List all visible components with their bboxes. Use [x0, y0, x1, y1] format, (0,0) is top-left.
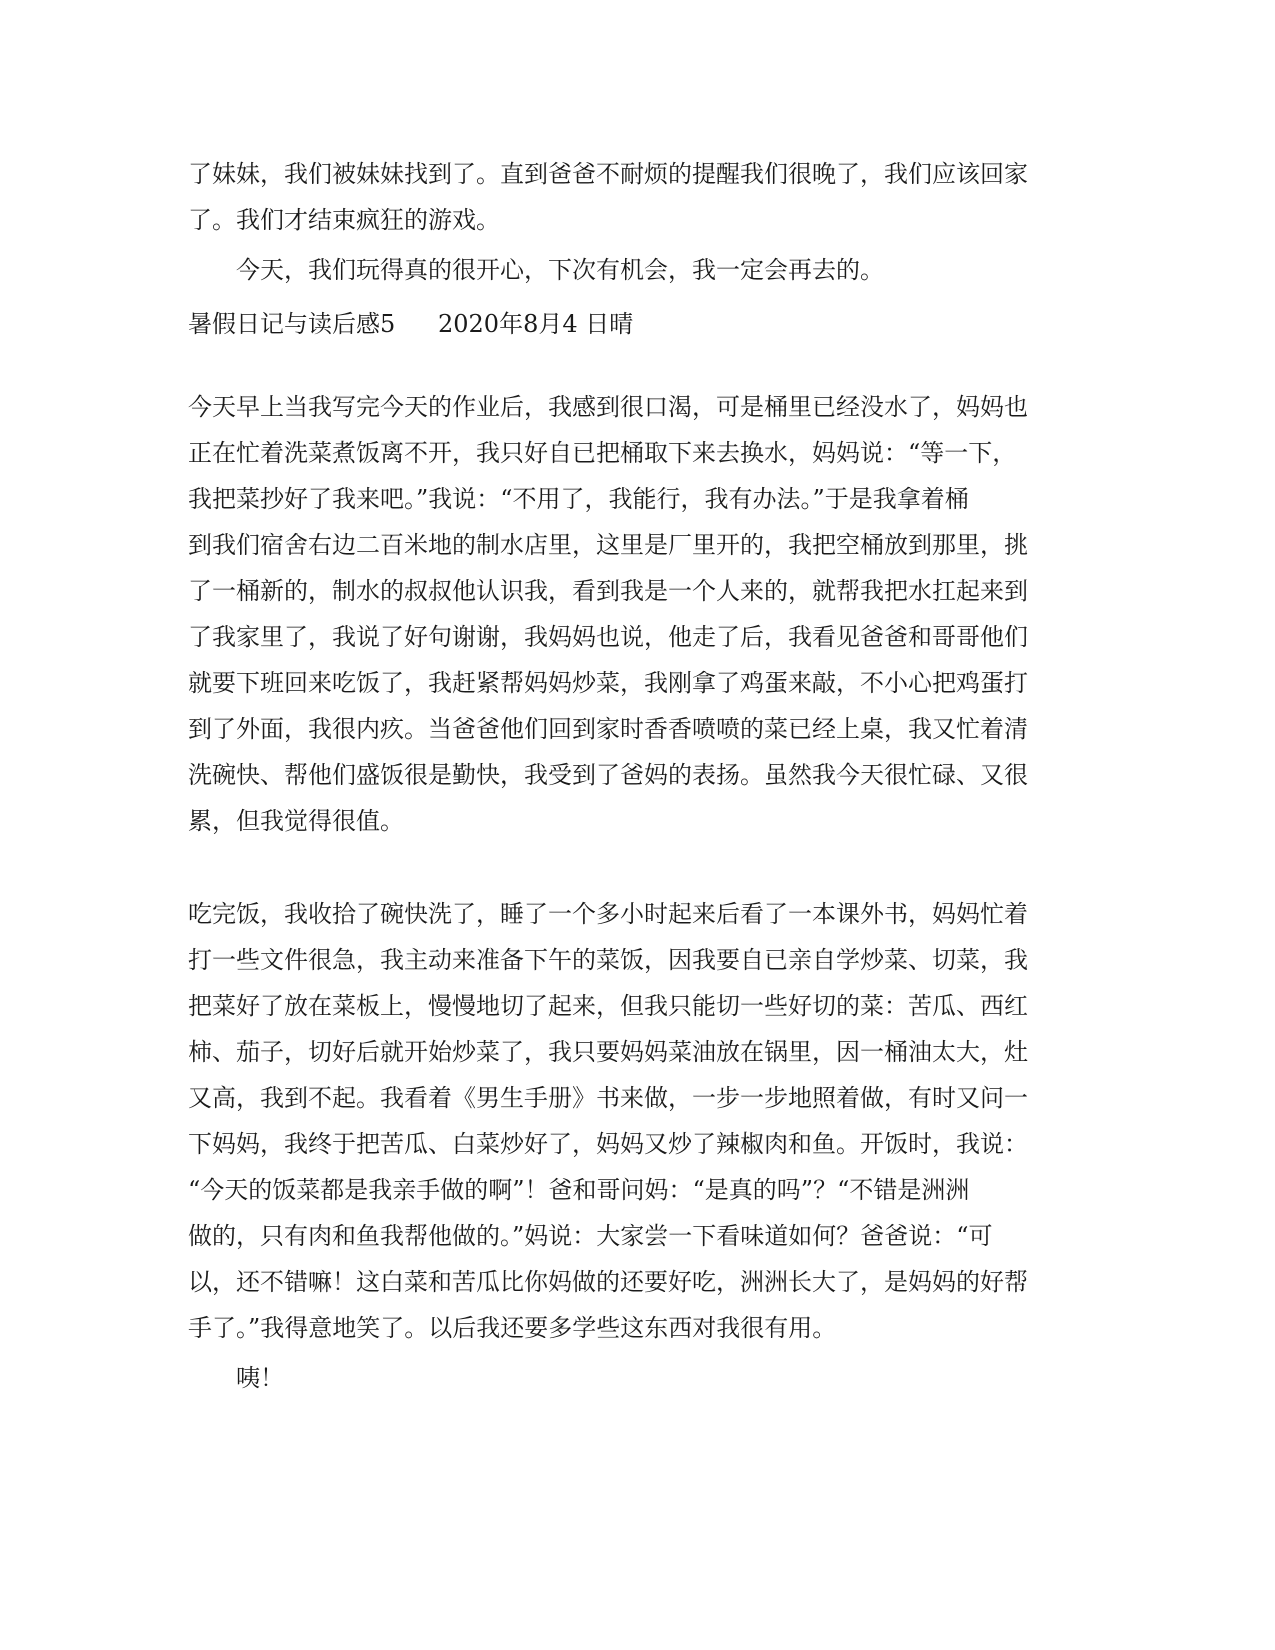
paragraph-1-line: 了一桶新的，制水的叔叔他认识我，看到我是一个人来的，就帮我把水扛起来到 — [188, 577, 1028, 605]
paragraph-1-line: 就要下班回来吃饭了，我赶紧帮妈妈炒菜，我刚拿了鸡蛋来敲，不小心把鸡蛋打 — [188, 669, 1028, 697]
continuation-line-1: 了妹妹，我们被妹妹找到了。直到爸爸不耐烦的提醒我们很晚了，我们应该回家 — [188, 160, 1028, 188]
paragraph-2-line: “今天的饭菜都是我亲手做的啊”！爸和哥问妈：“是真的吗”？“不错是洲洲 — [188, 1176, 970, 1204]
paragraph-1-line: 今天早上当我写完今天的作业后，我感到很口渴，可是桶里已经没水了，妈妈也 — [188, 393, 1028, 421]
closing-paragraph: 今天，我们玩得真的很开心，下次有机会，我一定会再去的。 — [236, 256, 884, 284]
paragraph-2-line: 以，还不错嘛！这白菜和苦瓜比你妈做的还要好吃，洲洲长大了，是妈妈的好帮 — [188, 1268, 1028, 1296]
paragraph-2-line: 打一些文件很急，我主动来准备下午的菜饭，因我要自已亲自学炒菜、切菜，我 — [188, 946, 1028, 974]
paragraph-1-line: 洗碗快、帮他们盛饭很是勤快，我受到了爸妈的表扬。虽然我今天很忙碌、又很 — [188, 761, 1028, 789]
paragraph-2-line: 又高，我到不起。我看着《男生手册》书来做，一步一步地照着做，有时又问一 — [188, 1084, 1028, 1112]
paragraph-2-line: 下妈妈，我终于把苦瓜、白菜炒好了，妈妈又炒了辣椒肉和鱼。开饭时，我说： — [188, 1130, 1028, 1158]
diary-heading-title: 暑假日记与读后感5 — [188, 310, 396, 338]
paragraph-2-line: 把菜好了放在菜板上，慢慢地切了起来，但我只能切一些好切的菜：苦瓜、西红 — [188, 992, 1028, 1020]
paragraph-2-line: 做的，只有肉和鱼我帮他做的。”妈说：大家尝一下看味道如何？爸爸说：“可 — [188, 1222, 993, 1250]
paragraph-1-line: 正在忙着洗菜煮饭离不开，我只好自已把桶取下来去换水，妈妈说：“等一下， — [188, 439, 1017, 467]
diary-heading-date: 2020年8月4 日晴 — [438, 310, 634, 338]
paragraph-1-line: 我把菜抄好了我来吧。”我说：“不用了，我能行，我有办法。”于是我拿着桶 — [188, 485, 969, 513]
paragraph-1-line: 累，但我觉得很值。 — [188, 807, 404, 835]
paragraph-2-line: 手了。”我得意地笑了。以后我还要多学些这东西对我很有用。 — [188, 1314, 837, 1342]
paragraph-2-line: 柿、茄子，切好后就开始炒菜了，我只要妈妈菜油放在锅里，因一桶油太大，灶 — [188, 1038, 1028, 1066]
paragraph-1-line: 到了外面，我很内疚。当爸爸他们回到家时香香喷喷的菜已经上桌，我又忙着清 — [188, 715, 1028, 743]
continuation-line-2: 了。我们才结束疯狂的游戏。 — [188, 206, 500, 234]
final-line: 咦！ — [236, 1364, 284, 1392]
paragraph-1-line: 了我家里了，我说了好句谢谢，我妈妈也说，他走了后，我看见爸爸和哥哥他们 — [188, 623, 1028, 651]
paragraph-2-line: 吃完饭，我收拾了碗快洗了，睡了一个多小时起来后看了一本课外书，妈妈忙着 — [188, 900, 1028, 928]
paragraph-1-line: 到我们宿舍右边二百米地的制水店里，这里是厂里开的，我把空桶放到那里，挑 — [188, 531, 1028, 559]
